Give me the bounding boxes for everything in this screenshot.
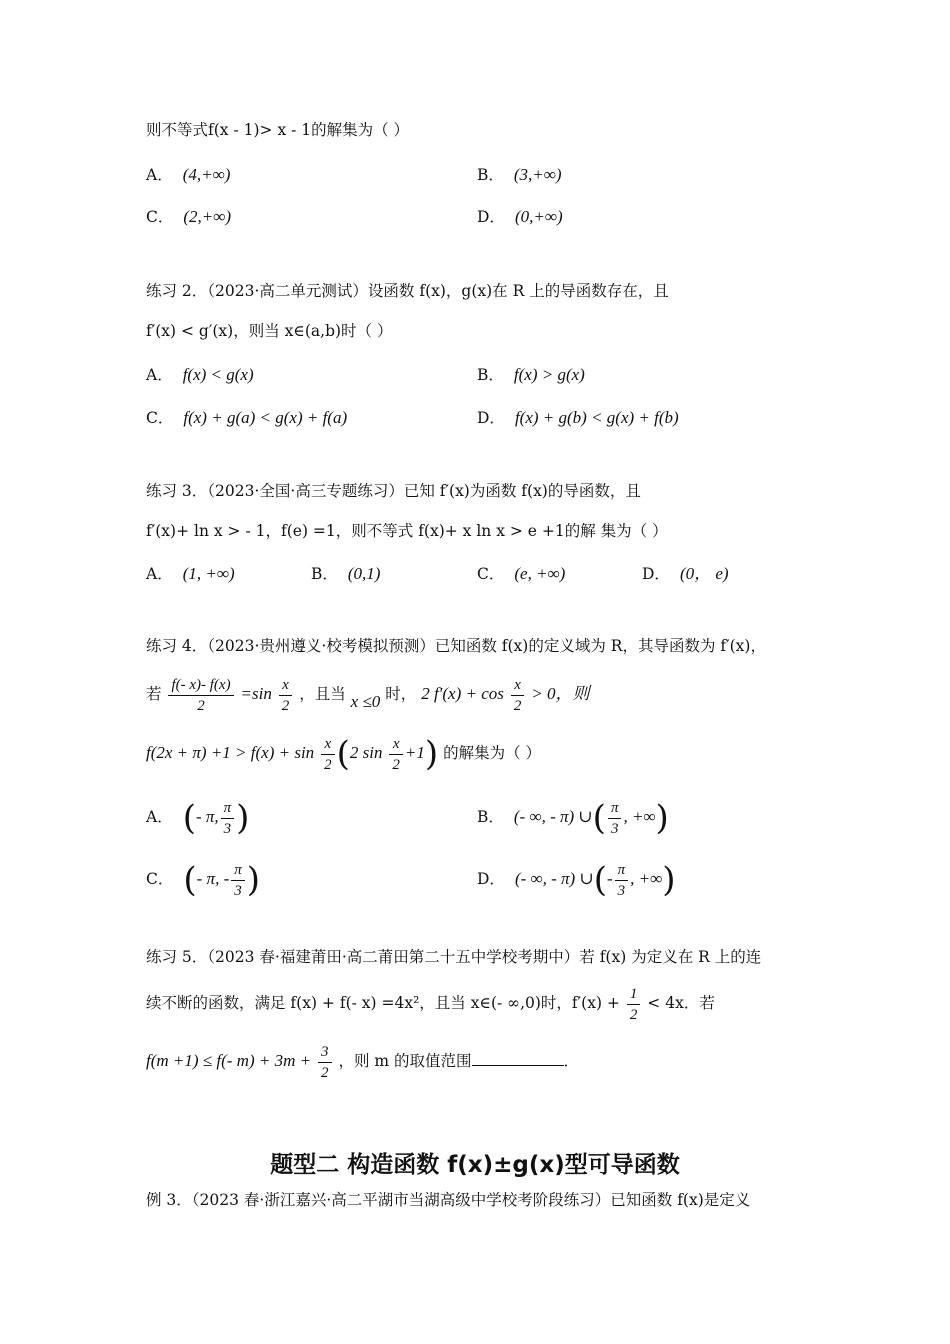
paren-close: ) — [236, 798, 250, 838]
section-heading: 题型二 构造函数 f(x)±g(x)型可导函数 — [270, 1152, 680, 1178]
option-text: (0,1) — [347, 564, 381, 583]
q4-line3-plus: +1 — [404, 743, 425, 762]
q4-fraction — [168, 675, 233, 716]
q4-option-a[interactable] — [146, 795, 249, 840]
frac-num: 1 — [627, 984, 641, 1005]
q4-deriv: 2 f′(x) + cos — [421, 684, 504, 703]
option-text: (3,+∞) — [513, 165, 562, 184]
q2-option-a[interactable] — [146, 363, 254, 387]
q4-line3-paren: 2 sin — [349, 743, 383, 762]
q2-option-b[interactable] — [477, 363, 585, 387]
option-text: (- ∞, - π) ∪ — [514, 869, 594, 888]
option-text: f(x) + g(a) < g(x) + f(a) — [183, 408, 348, 427]
q5-three-halves — [318, 1042, 332, 1083]
option-text: - π, - — [196, 869, 230, 888]
frac-num: x — [279, 675, 293, 696]
paren-open: ( — [593, 860, 607, 900]
paren-close: ) — [246, 860, 261, 900]
frac-num: π — [615, 860, 629, 881]
option-text: (2,+∞) — [183, 207, 232, 226]
q5-line1: 练习 5．（2023 春·福建莆田·高二莆田第二十五中学校考期中）若 f(x) 为定义在 R 上的连 — [146, 948, 762, 966]
q5-line2 — [146, 981, 715, 1025]
q4-frac-num: f(- x)- f(x) — [168, 675, 233, 696]
q4-half-x-2 — [511, 675, 525, 716]
option-text: f(x) > g(x) — [513, 365, 585, 384]
q3-option-b[interactable] — [311, 562, 380, 586]
q5-line3-b: ，则 m 的取值范围 — [338, 1052, 472, 1070]
option-label: A． — [146, 808, 173, 826]
frac-den: 3 — [223, 820, 232, 837]
q5-line3 — [146, 1039, 579, 1083]
q1-stem: 则不等式f(x - 1)> x - 1的解集为（ ） — [146, 121, 410, 139]
q4-eq-sin: =sin — [240, 684, 272, 703]
q2-line2: f′(x) < g′(x)，则当 x∈(a,b)时（ ） — [146, 322, 393, 340]
frac-num: 3 — [318, 1042, 332, 1063]
paren-open: ( — [336, 734, 350, 774]
q4-line3-tail: 的解集为（ ） — [443, 744, 542, 762]
frac-den: 3 — [610, 820, 619, 837]
option-text: (0， e) — [679, 564, 729, 583]
option-text: (1, +∞) — [182, 564, 235, 583]
option-label: A． — [146, 565, 173, 583]
option-label: B． — [477, 808, 504, 826]
answer-blank[interactable] — [472, 1051, 564, 1066]
q4-frac-den: 2 — [197, 697, 205, 714]
paren-close: ) — [424, 734, 439, 774]
paren-close: ) — [655, 798, 669, 838]
q3-option-a[interactable] — [146, 562, 235, 586]
frac-den: 3 — [234, 882, 242, 899]
q5-line2-b: < 4x．若 — [647, 994, 715, 1012]
option-label: D． — [477, 409, 505, 427]
option-label: C． — [146, 409, 174, 427]
frac-num: π — [221, 798, 235, 819]
q5-line2-a: 续不断的函数，满足 f(x) + f(- x) =4x²，且当 x∈(- ∞,0)时，f′(x) + — [146, 994, 620, 1012]
q4-line2 — [146, 672, 590, 716]
q1-option-a[interactable] — [146, 163, 230, 187]
option-text: (- ∞, - π) ∪ — [513, 807, 593, 826]
option-label: A． — [146, 366, 173, 384]
q4-mid-text: ，且当 — [299, 685, 346, 703]
option-text: f(x) < g(x) — [182, 365, 254, 384]
q4-line3 — [146, 731, 541, 776]
q4-line1: 练习 4．（2023·贵州遵义·校考模拟预测）已知函数 f(x)的定义域为 R，其导函数为 f′(x)， — [146, 637, 766, 655]
q3-line2: f′(x)+ ln x > - 1，f(e) =1，则不等式 f(x)+ x ln x > e +1的解 集为（ ） — [146, 522, 668, 540]
frac-den: 2 — [324, 756, 332, 773]
q3-line1: 练习 3．（2023·全国·高三专题练习）已知 f′(x)为函数 f(x)的导函数，且 — [146, 482, 641, 500]
option-fraction — [615, 860, 629, 901]
q5-line3-end: ． — [563, 1052, 580, 1070]
frac-num: x — [511, 675, 525, 696]
q5-line3-a: f(m +1) ≤ f(- m) + 3m + — [146, 1051, 312, 1070]
frac-num: x — [389, 734, 403, 755]
option-label: B． — [477, 366, 504, 384]
q4-half-x — [279, 675, 293, 716]
frac-den: 2 — [392, 756, 400, 773]
q3-option-d[interactable] — [642, 562, 729, 586]
option-tail: , +∞ — [623, 807, 656, 826]
q4-option-c[interactable] — [146, 857, 260, 902]
option-text: (4,+∞) — [182, 165, 231, 184]
frac-num: π — [231, 860, 245, 881]
option-label: D． — [477, 870, 505, 888]
frac-den: 2 — [281, 697, 290, 714]
option-text: (e, +∞) — [514, 564, 566, 583]
q3-option-c[interactable] — [477, 562, 565, 586]
q5-half — [627, 984, 641, 1025]
q4-option-d[interactable] — [477, 857, 676, 902]
q1-option-c[interactable] — [146, 205, 231, 229]
option-label: D． — [477, 208, 505, 226]
frac-den: 3 — [617, 882, 626, 899]
option-fraction — [221, 798, 235, 839]
q4-gt0: > 0，则 — [531, 684, 590, 703]
q4-ruo: 若 — [146, 685, 162, 703]
option-fraction — [231, 860, 245, 901]
q4-half-x-3 — [321, 734, 335, 775]
option-label: A． — [146, 166, 173, 184]
q4-line3-left: f(2x + π) +1 > f(x) + sin — [146, 743, 315, 762]
q2-option-d[interactable] — [477, 406, 679, 430]
option-label: C． — [146, 870, 174, 888]
frac-den: 2 — [513, 697, 522, 714]
frac-den: 2 — [629, 1006, 638, 1023]
q1-option-d[interactable] — [477, 205, 563, 229]
option-label: B． — [311, 565, 338, 583]
paren-open: ( — [183, 860, 197, 900]
option-text: - π, — [195, 807, 219, 826]
paren-open: ( — [592, 798, 606, 838]
option-text: (0,+∞) — [514, 207, 563, 226]
q2-line1: 练习 2．（2023·高二单元测试）设函数 f(x)，g(x)在 R 上的导函数存在，且 — [146, 282, 669, 300]
frac-num: x — [321, 734, 335, 755]
q2-option-c[interactable] — [146, 406, 347, 430]
option-prefix: - — [606, 869, 613, 888]
frac-den: 2 — [321, 1064, 329, 1081]
option-text: f(x) + g(b) < g(x) + f(b) — [514, 408, 679, 427]
option-label: C． — [146, 208, 174, 226]
q1-option-b[interactable] — [477, 163, 562, 187]
ex3-line1: 例 3．（2023 春·浙江嘉兴·高二平湖市当湖高级中学校考阶段练习）已知函数 f(x)是定义 — [146, 1191, 751, 1209]
paren-close: ) — [662, 860, 676, 900]
option-tail: , +∞ — [630, 869, 663, 888]
paren-open: ( — [182, 798, 196, 838]
q4-shi: 时， — [385, 685, 417, 703]
q4-half-x-4 — [389, 734, 403, 775]
option-fraction — [608, 798, 622, 839]
option-label: B． — [477, 166, 504, 184]
q4-option-b[interactable] — [477, 795, 669, 840]
option-label: D． — [642, 565, 670, 583]
option-label: C． — [477, 565, 505, 583]
q4-cond: x ≤0 — [350, 692, 381, 711]
frac-num: π — [608, 798, 622, 819]
